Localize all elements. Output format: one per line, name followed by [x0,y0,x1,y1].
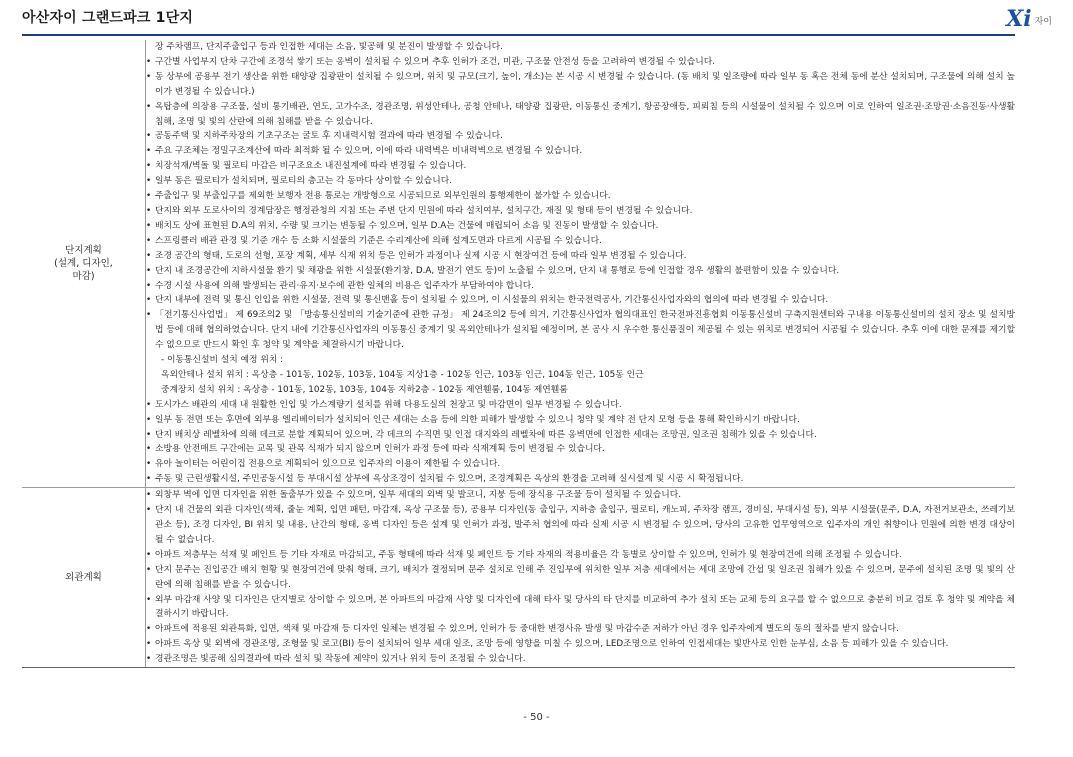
notice-item: • 아파트에 적용된 외관특화, 입면, 색채 및 마감재 등 디자인 일체는 변경될 수 있으며, 인허가 등 중대한 변경사유 발생 및 마감수준 저하가 아닌 경우 입주자에게 별도의 동의 절차를 받지 않습니다. [146,622,1015,637]
notice-item: • 주출입구 및 부출입구를 제외한 보행자 전용 통로는 개방형으로 시공되므로 외부인원의 통행제한이 불가할 수 있습니다. [146,189,1015,204]
section-category [22,488,146,668]
section-row [22,488,1015,668]
notice-item: • 단지 내 건물의 외관 디자인(색채, 줄눈 계획, 입면 패턴, 마감재, 옥상 구조물 등), 공용부 디자인(동 출입구, 지하층 출입구, 필로티, 캐노피, 주차장 램프, 경비실, 부대시설 등), 외부 시설물(문주, D.A, 자전거보관소, 쓰레기보관소 등), 조경 디자인, BI 위치 및 내용, 난간의 형태, 옹벽 디자인 등은 설계 및 인허가 과정, 발주처 협의에 따라 실제 시공 시 변경될 수 있으며, 당사의 고유한 업무영역으로 입주자의 개인 취향이나 민원에 의한 변경 대상이 될 수 없습니다. [146,503,1015,548]
section-category-label: 외관계획 [65,572,102,584]
notice-subitem: - 이동통신설비 설치 예정 위치 : [161,355,284,366]
notice-subitem: 장 주차램프, 단지주출입구 등과 인접한 세대는 소음, 빛공해 및 분진이 발생할 수 있습니다. [155,42,503,52]
notice-item: • 외창부 벽에 입면 디자인을 위한 돌출부가 있을 수 있으며, 일부 세대의 외벽 및 발코니, 지붕 등에 장식용 구조물 등이 설치될 수 있습니다. [146,488,1015,503]
notice-item: • 경관조명은 빛공해 심의결과에 따라 설치 및 작동에 제약이 있거나 위치 등이 조정될 수 있습니다. [146,652,1015,667]
xi-logo-mark: Xi [1006,6,1032,32]
notice-item: • 소방용 안전매트 구간에는 교목 및 관목 식재가 되지 않으며 인허가 과정 등에 따라 식재계획 등이 변경될 수 있습니다. [146,442,1015,457]
notice-item: • 동 상부에 공용부 전기 생산을 위한 태양광 집광판이 설치될 수 있으며, 위치 및 규모(크기, 높이, 개소)는 본 시공 시 변경될 수 있습니다. (동 배치 및 일조량에 따라 일부 동 혹은 전체 동에 분산 설치되며, 구조물에 의해 설치 높이가 변경될 수 있습니다.) [146,70,1015,100]
notice-item: • 조경 공간의 형태, 도로의 선형, 포장 계획, 세부 식재 위치 등은 인허가 과정이나 실제 시공 시 현장여건 등에 따라 일부 변경될 수 있습니다. [146,249,1015,264]
notice-item: • 옥탑층에 의장용 구조물, 설비 통기배관, 연도, 고가수조, 경관조명, 위성안테나, 공청 안테나, 태양광 집광판, 이동통신 중계기, 항공장애등, 피뢰침 등의 시설물이 설치될 수 있으며 이로 인하여 일조권·조망권·소음진동·사생활 침해, 조명 및 빛의 산란에 의해 침해를 받을 수 있습니다. [146,100,1015,130]
notice-table [22,40,1015,668]
notice-item: • 일부 동 전면 또는 후면에 외부용 엘리베이터가 설치되어 인근 세대는 소음 등에 의한 피해가 발생할 수 있으니 청약 및 계약 전 단지 모형 등을 통해 확인하시기 바랍니다. [146,413,1015,428]
notice-item: • 아파트 저층부는 석재 및 페인트 등 기타 자재로 마감되고, 주동 형태에 따라 석재 및 페인트 등 기타 자재의 적용비율은 각 동별로 상이할 수 있으며, 인허가 및 현장여건에 의해 조정될 수 있습니다. [146,548,1015,563]
notice-item: • 단지와 외부 도로사이의 경계담장은 행정관청의 지침 또는 주변 단지 민원에 따라 설치여부, 설치구간, 재질 및 형태 등이 변경될 수 있습니다. [146,204,1015,219]
notice-item: • 구간별 사업부지 단차 구간에 조경석 쌓기 또는 옹벽이 설치될 수 있으며 추후 인허가 조건, 미관, 구조물 안전성 등을 고려하여 변경될 수 있습니다. [146,55,1015,70]
notice-subitem: 중계장치 설치 위치 : 옥상층 - 101동, 102동, 103동, 104동 지하2층 - 102동 제연휀룸, 104동 제연휀룸 [161,384,568,395]
notice-item: • 도시가스 배관의 세대 내 원활한 인입 및 가스계량기 설치를 위해 다용도실의 천장고 및 마감면이 일부 변경될 수 있습니다. [146,398,1015,413]
section-category [22,40,146,488]
notice-item: • 단지 배치상 레벨차에 의해 데크로 분할 계획되어 있으며, 각 데크의 수직면 및 인접 대지와의 레벨차에 따른 옹벽면에 인접한 세대는 조망권, 일조권 침해가 있을 수 있습니다. [146,428,1015,443]
notice-item: • 단지 내부에 전력 및 통신 인입을 위한 시설물, 전력 및 통신맨홀 등이 설치될 수 있으며, 이 시설물의 위치는 한국전력공사, 기간통신사업자와의 협의에 따라 변경될 수 있습니다. [146,293,1015,308]
notice-item: • 배치도 상에 표현된 D.A의 위치, 수량 및 크기는 변동될 수 있으며, 일부 D.A는 건물에 매립되어 소음 및 진동이 발생할 수 있습니다. [146,219,1015,234]
section-row [22,40,1015,488]
document-title: 아산자이 그랜드파크 1단지 [22,10,194,26]
section-category-label: 단지계획 (설계, 디자인, 마감) [54,245,113,283]
notice-item: • 유아 놀이터는 어린이집 전용으로 계획되어 있으므로 입주자의 이용이 제한될 수 있습니다. [146,457,1015,472]
notice-item: • 주동 및 근린생활시설, 주민공동시설 등 부대시설 상부에 옥상조경이 설치될 수 있으며, 조경계획은 옥상의 환경을 고려해 실시설계 및 시공 시 확정됩니다. [146,472,1015,487]
notice-item: • 스프링클러 배관 관경 및 기준 개수 등 소화 시설물의 기준은 수리계산에 의해 설계도면과 다르게 시공될 수 있습니다. [146,234,1015,249]
notice-item: • 「전기통신사업법」 제 69조의2 및 「방송통신설비의 기술기준에 관한 규정」 제 24조의2 등에 의거, 기간통신사업자 협의대표인 한국전파진흥협회 이동통신설비 구축지원센터와 구내용 이동통신설비의 설치 장소 및 설치방법 등에 대해 협의하였습니다. 단지 내에 기간통신사업자의 이동통신 중계기 및 옥외안테나가 설치될 예정이며, 본 공사 시 우수한 통신품질이 제공될 수 있는 위치로 변경되어 시공될 수 있습니다. 추후 이에 대한 문제를 제기할 수 없으므로 반드시 확인 후 청약 및 계약을 체결하시기 바랍니다. [146,308,1015,353]
notice-subitem: 옥외안테나 설치 위치 : 옥상층 - 101동, 102동, 103동, 104동 지상1층 - 102동 인근, 103동 인근, 104동 인근, 105동 인근 [161,369,644,380]
notice-item: • 단지 문주는 진입공간 배치 현황 및 현장여건에 맞춰 형태, 크기, 배치가 결정되며 문주 설치로 인해 주 진입부에 위치한 일부 저층 세대에서는 세대 조망에 간섭 및 일조권 침해가 있을 수 있으며, 문주에 설치된 조명 및 빛의 산란에 의해 침해를 받을 수 있습니다. [146,563,1015,593]
notice-list [146,40,1015,487]
notice-item: • 수경 시설 사용에 의해 발생되는 관리·유지·보수에 관한 일체의 비용은 입주자가 부담하여야 합니다. [146,279,1015,294]
notice-item: • 공동주택 및 지하주차장의 기초구조는 굴토 후 지내력시험 결과에 따라 변경될 수 있습니다. [146,129,1015,144]
section-content [146,488,1016,668]
section-content [146,40,1016,488]
brand-logo [1006,4,1052,30]
notice-item: • 아파트 옥상 및 외벽에 경관조명, 조형물 및 로고(BI) 등이 설치되어 일부 세대 일조, 조망 등에 영향을 미칠 수 있으며, LED조명으로 인하여 인접세대는 빛반사로 인한 눈부심, 소음 등 피해가 있을 수 있습니다. [146,637,1015,652]
page-number: - 50 - [523,712,550,723]
notice-item: • 단지 내 조경공간에 지하시설물 환기 및 채광을 위한 시설물(환기창, D.A, 발전기 연도 등)이 노출될 수 있으며, 단지 내 통행로 등에 인접할 경우 생활의 불편함이 있을 수 있습니다. [146,264,1015,279]
notice-item: • 일부 동은 필로티가 설치되며, 필로티의 층고는 각 동마다 상이할 수 있습니다. [146,174,1015,189]
notice-list [146,488,1015,667]
notice-item: • 치장석재/벽돌 및 필로티 마감은 비구조요소 내진설계에 따라 변경될 수 있습니다. [146,159,1015,174]
notice-item: • 주요 구조체는 정밀구조계산에 따라 최적화 될 수 있으며, 이에 따라 내력벽은 비내력벽으로 변경될 수 있습니다. [146,144,1015,159]
page-header [22,4,1052,32]
header-divider [22,34,1015,36]
brand-text: 자이 [1034,17,1052,27]
notice-item: • 외부 마감재 사양 및 디자인은 단지별로 상이할 수 있으며, 본 아파트의 마감재 사양 및 디자인에 대해 타사 및 당사의 타 단지를 비교하여 추가 설치 또는 교체 등의 요구를 할 수 없으므로 충분히 비교 검토 후 청약 및 계약을 체결하시기 바랍니다. [146,593,1015,623]
